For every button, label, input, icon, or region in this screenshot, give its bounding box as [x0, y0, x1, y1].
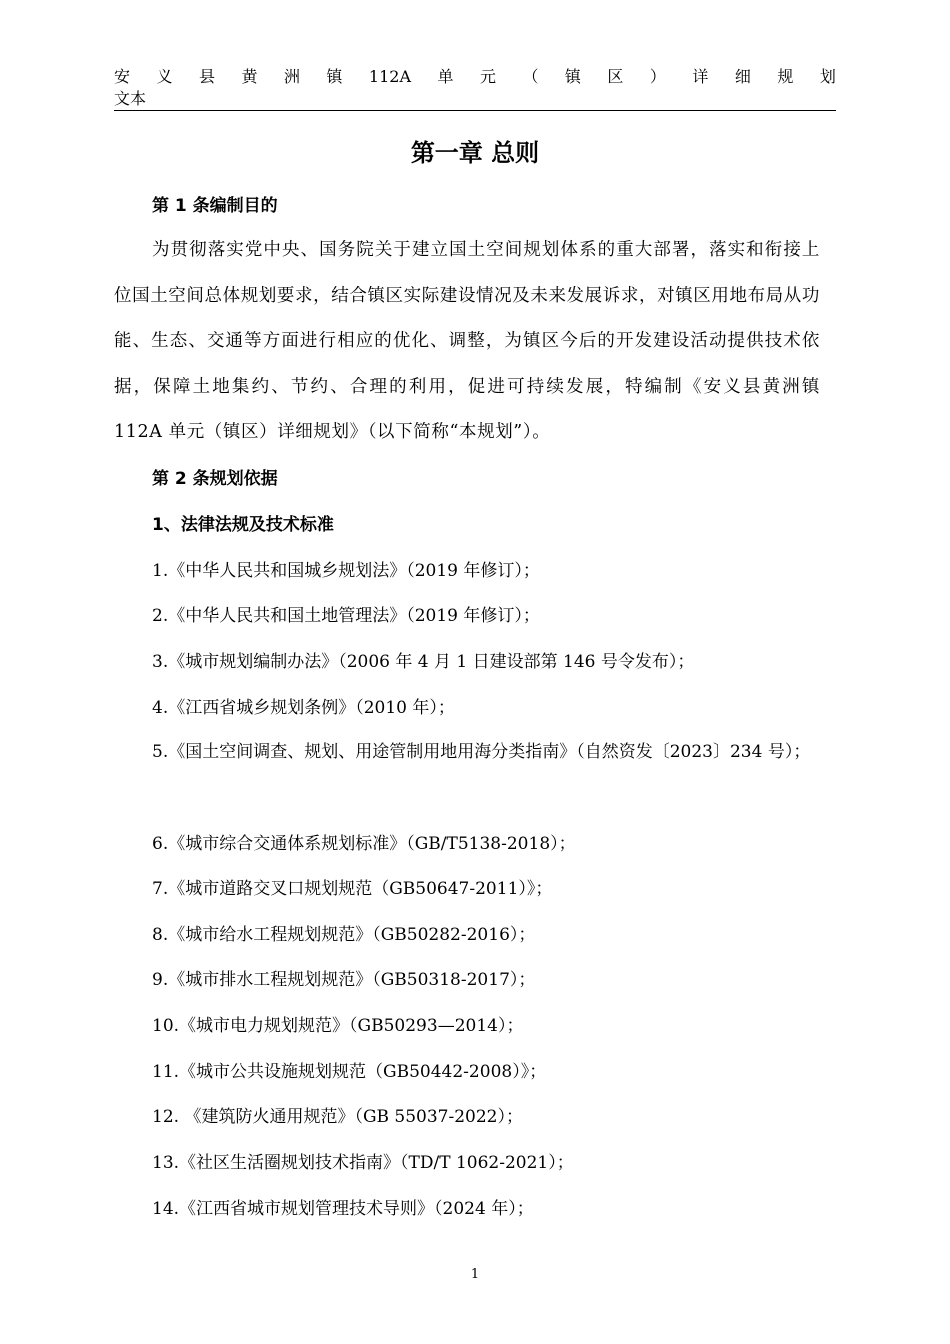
reference-item: 5.《国土空间调查、规划、用途管制用地用海分类指南》（自然资发〔2023〕234 号）； — [152, 742, 811, 762]
reference-item: 8.《城市给水工程规划规范》（GB50282-2016）； — [152, 925, 536, 945]
header-title-wrap: 文本 — [114, 89, 147, 108]
header-token: 规 — [777, 67, 794, 86]
header-token: 洲 — [283, 67, 300, 86]
reference-item: 3.《城市规划编制办法》（2006 年 4 月 1 日建设部第 146 号令发布）； — [152, 652, 695, 672]
header-token: 镇 — [564, 67, 581, 86]
header-token: 区 — [607, 67, 624, 86]
header-token: 安 — [114, 67, 131, 86]
reference-item: 14.《江西省城市规划管理技术导则》（2024 年）； — [152, 1199, 534, 1219]
header-token: 112A — [368, 67, 411, 86]
header-token: 元 — [479, 67, 496, 86]
reference-item: 10.《城市电力规划规范》（GB50293—2014）； — [152, 1016, 524, 1036]
reference-item: 1.《中华人民共和国城乡规划法》（2019 年修订）； — [152, 561, 540, 581]
reference-item: 9.《城市排水工程规划规范》（GB50318-2017）； — [152, 970, 536, 990]
reference-item: 12. 《建筑防火通用规范》（GB 55037-2022）； — [152, 1107, 524, 1127]
header-token: （ — [522, 67, 539, 86]
chapter-title: 第一章 总则 — [410, 139, 540, 167]
article-1-paragraph: 为贯彻落实党中央、国务院关于建立国土空间规划体系的重大部署，落实和衔接上位国土空间总体规划要求，结合镇区实际建设情况及未来发展诉求，对镇区用地布局从功能、生态、交通等方面进行相应的优化、调整，为镇区今后的开发建设活动提供技术依据，保障土地集约、节约、合理的利用，促进可持续发展，特编制《安义县黄洲镇 112A 单元（镇区）详细规划》（以下简称“本规划”）。 — [114, 240, 820, 442]
header-token: 县 — [198, 67, 215, 86]
header-title-line — [114, 66, 836, 88]
header-token: 单 — [437, 67, 454, 86]
reference-item: 4.《江西省城乡规划条例》（2010 年）； — [152, 698, 455, 718]
reference-item: 11.《城市公共设施规划规范（GB50442-2008）》； — [152, 1062, 547, 1082]
article-2-subheading: 1、法律法规及技术标准 — [152, 515, 334, 535]
page-header — [114, 66, 836, 110]
header-divider — [114, 110, 836, 111]
page-number: 1 — [470, 1267, 480, 1282]
reference-item: 13.《社区生活圈规划技术指南》（TD/T 1062-2021）； — [152, 1153, 574, 1173]
header-token: 义 — [156, 67, 173, 86]
reference-item: 2.《中华人民共和国土地管理法》（2019 年修订）； — [152, 606, 540, 626]
header-token: ） — [649, 67, 666, 86]
header-token: 划 — [819, 67, 836, 86]
header-token: 镇 — [326, 67, 343, 86]
header-token: 黄 — [241, 67, 258, 86]
reference-item: 7.《城市道路交叉口规划规范（GB50647-2011）》； — [152, 879, 553, 899]
header-token: 细 — [734, 67, 751, 86]
article-2-heading: 第 2 条规划依据 — [152, 469, 278, 489]
reference-item: 6.《城市综合交通体系规划标准》（GB/T5138-2018）； — [152, 834, 576, 854]
header-token: 详 — [692, 67, 709, 86]
article-1-heading: 第 1 条编制目的 — [152, 196, 278, 216]
